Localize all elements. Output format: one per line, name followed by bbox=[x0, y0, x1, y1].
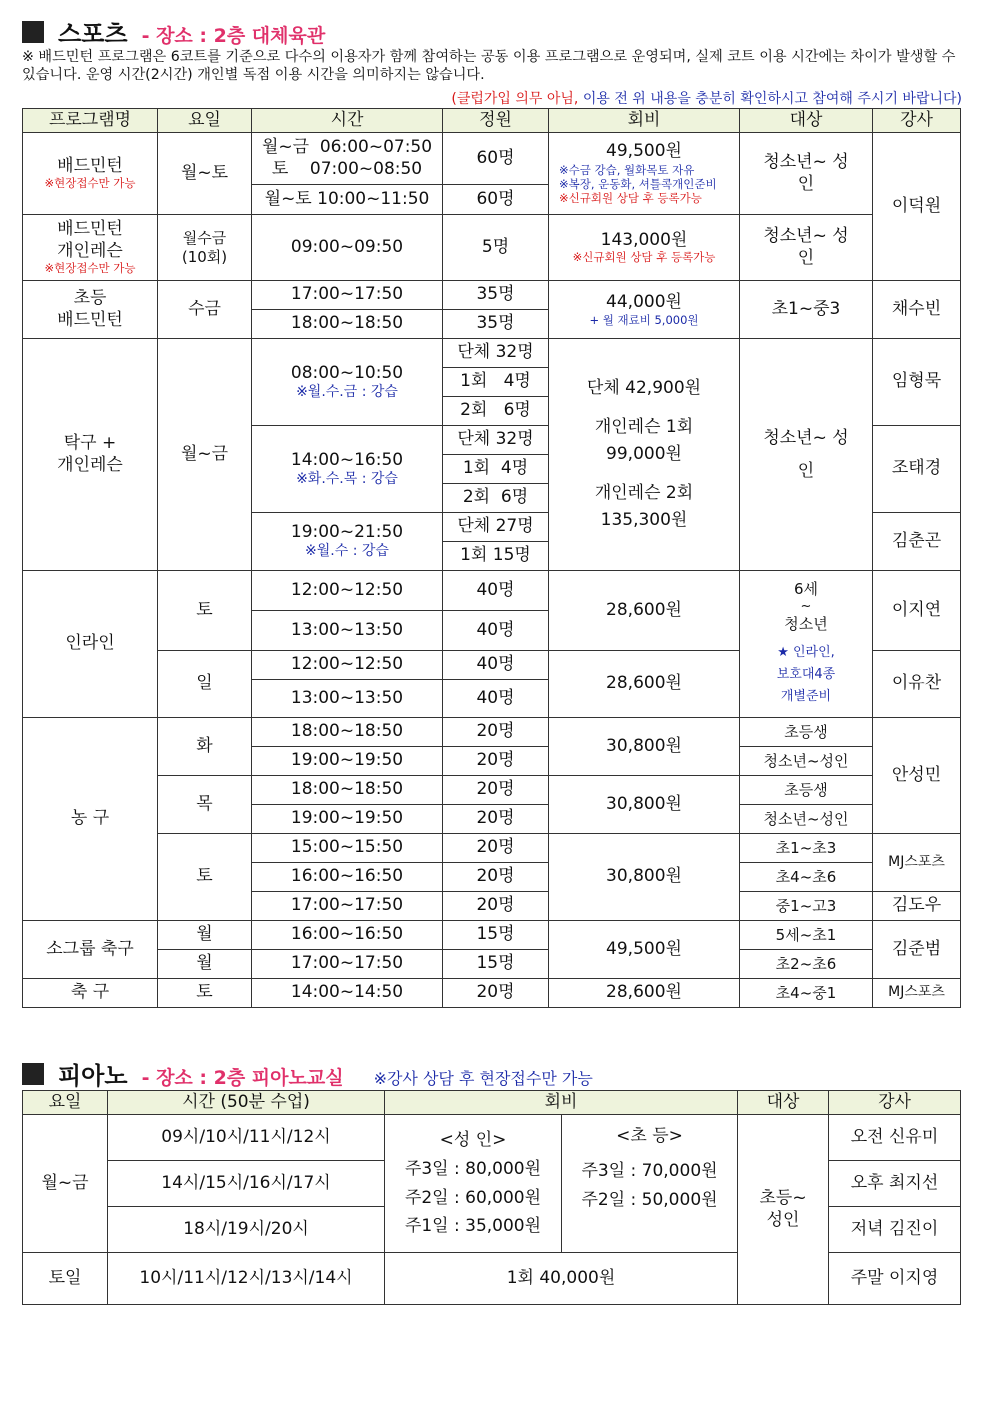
table-row bbox=[23, 834, 961, 863]
piano-elem-fee: 주2일 : 50,000원 bbox=[581, 1189, 718, 1210]
tt-fee3: 99,000원 bbox=[606, 443, 682, 464]
elem-badminton-time2: 18:00~18:50 bbox=[252, 310, 443, 339]
soccer-instructor: MJ스포츠 bbox=[873, 979, 961, 1008]
piano-adult-fee-cell bbox=[385, 1115, 562, 1253]
badminton-lesson-days2: (10회) bbox=[181, 247, 228, 266]
piano-location: - 장소 : 2층 피아노교실 bbox=[141, 1067, 344, 1089]
table-tennis-time1-cell bbox=[252, 339, 443, 426]
tt-cap: 단체 32명 bbox=[443, 339, 549, 368]
table-row bbox=[23, 979, 961, 1008]
elem-badminton-cap2: 35명 bbox=[443, 310, 549, 339]
basketball-time: 18:00~18:50 bbox=[252, 718, 443, 747]
inline-day-sun: 일 bbox=[158, 651, 252, 718]
badminton-days: 월~토 bbox=[158, 133, 252, 215]
sports-title: 스포츠 bbox=[58, 20, 128, 48]
badminton-name-cell bbox=[23, 133, 158, 215]
piano-table bbox=[22, 1090, 961, 1305]
badminton-lesson-days bbox=[158, 215, 252, 281]
tt-instructor-2: 조태경 bbox=[873, 426, 961, 513]
inline-fee-sat: 28,600원 bbox=[549, 571, 740, 651]
badminton-cap1: 60명 bbox=[443, 133, 549, 185]
badminton-lesson-fee-cell bbox=[549, 215, 740, 281]
piano-adult-fee: 주2일 : 60,000원 bbox=[404, 1187, 542, 1208]
table-row bbox=[23, 718, 961, 747]
piano-header-time: 시간 (50분 수업) bbox=[108, 1091, 385, 1115]
soccer-day: 토 bbox=[158, 979, 252, 1008]
basketball-time: 19:00~19:50 bbox=[252, 747, 443, 776]
badminton-name: 배드민턴 bbox=[57, 155, 123, 176]
badminton-lesson-days1: 월수금 bbox=[182, 228, 227, 247]
piano-weekend-fee: 1회 40,000원 bbox=[385, 1253, 738, 1305]
small-soccer-target: 5세~초1 bbox=[740, 921, 873, 950]
basketball-time: 17:00~17:50 bbox=[252, 892, 443, 921]
tt-instructor-3: 김춘곤 bbox=[873, 513, 961, 571]
table-row bbox=[23, 571, 961, 611]
table-tennis-days: 월~금 bbox=[158, 339, 252, 571]
soccer-time: 14:00~14:50 bbox=[252, 979, 443, 1008]
tt-fee1: 단체 42,900원 bbox=[586, 377, 702, 398]
piano-weekend: 토일 bbox=[23, 1253, 108, 1305]
elem-badminton-name-cell bbox=[23, 281, 158, 339]
basketball-target: 중1~고3 bbox=[740, 892, 873, 921]
piano-section-title bbox=[22, 1056, 593, 1091]
basketball-instructor-1: 안성민 bbox=[873, 718, 961, 834]
table-row bbox=[23, 776, 961, 805]
table-tennis-name-cell bbox=[23, 339, 158, 571]
piano-instructor: 주말 이지영 bbox=[829, 1253, 961, 1305]
elem-badminton-instructor: 채수빈 bbox=[873, 281, 961, 339]
tt-cap: 1회 4명 bbox=[443, 455, 549, 484]
header-time: 시간 bbox=[252, 109, 443, 133]
header-fee: 회비 bbox=[549, 109, 740, 133]
table-row bbox=[23, 339, 961, 368]
elem-badminton-fee-cell bbox=[549, 281, 740, 339]
small-soccer-day: 월 bbox=[158, 950, 252, 979]
badminton-instructor: 이덕원 bbox=[873, 133, 961, 281]
tt-fee2: 개인레슨 1회 bbox=[594, 416, 694, 437]
table-tennis-time2: 14:00~16:50 bbox=[290, 449, 404, 470]
basketball-instructor-3: 김도우 bbox=[873, 892, 961, 921]
inline-name: 인라인 bbox=[23, 571, 158, 718]
inline-target3: 청소년 bbox=[784, 614, 828, 633]
basketball-time: 15:00~15:50 bbox=[252, 834, 443, 863]
basketball-target: 청소년~성인 bbox=[740, 747, 873, 776]
badminton-notice: ※ 배드민턴 프로그램은 6코트를 기준으로 다수의 이용자가 함께 참여하는 공동 이용 프로그램으로 운영되며, 실제 코트 이용 시간에는 차이가 발생할 수 있습니다. 운영 시간(2시간) 개인별 독점 이용 시간을 의미하지는 않습니다. bbox=[22, 49, 956, 83]
basketball-target: 초등생 bbox=[740, 776, 873, 805]
badminton-cap2: 60명 bbox=[443, 185, 549, 215]
piano-target: 초등~ 성인 bbox=[738, 1115, 829, 1305]
inline-target-note3: 개별준비 bbox=[780, 688, 832, 704]
inline-fee-sun: 28,600원 bbox=[549, 651, 740, 718]
basketball-cap: 20명 bbox=[443, 834, 549, 863]
basketball-fee-tue: 30,800원 bbox=[549, 718, 740, 776]
elem-badminton-name2: 배드민턴 bbox=[57, 309, 123, 330]
soccer-fee: 28,600원 bbox=[549, 979, 740, 1008]
basketball-instructor-2: MJ스포츠 bbox=[873, 834, 961, 892]
table-tennis-name1: 탁구 + bbox=[63, 433, 117, 454]
table-tennis-name2: 개인레슨 bbox=[57, 454, 123, 475]
tt-cap: 1회 15명 bbox=[443, 542, 549, 571]
inline-target-cell bbox=[740, 571, 873, 718]
badminton-fee-cell bbox=[549, 133, 740, 215]
elem-badminton-name1: 초등 bbox=[73, 288, 107, 309]
elem-badminton-days: 수금 bbox=[158, 281, 252, 339]
soccer-target: 초4~중1 bbox=[740, 979, 873, 1008]
badminton-fee: 49,500원 bbox=[606, 141, 682, 162]
piano-adult-fee: 주1일 : 35,000원 bbox=[404, 1216, 542, 1237]
piano-header-instructor: 강사 bbox=[829, 1091, 961, 1115]
table-tennis-time1: 08:00~10:50 bbox=[290, 362, 404, 383]
inline-instructor-2: 이유찬 bbox=[873, 651, 961, 718]
table-row bbox=[23, 1115, 961, 1161]
badminton-time1b: 토 07:00~08:50 bbox=[271, 158, 423, 179]
piano-time: 09시/10시/11시/12시 bbox=[108, 1115, 385, 1161]
piano-elem-fee-cell bbox=[562, 1115, 738, 1253]
piano-weekend-times: 10시/11시/12시/13시/14시 bbox=[108, 1253, 385, 1305]
header-instructor: 강사 bbox=[873, 109, 961, 133]
tt-cap: 1회 4명 bbox=[443, 368, 549, 397]
badminton-time1 bbox=[252, 133, 443, 185]
basketball-cap: 20명 bbox=[443, 718, 549, 747]
small-soccer-fee: 49,500원 bbox=[549, 921, 740, 979]
piano-instructor: 오후 최지선 bbox=[829, 1161, 961, 1207]
onsite-only-note: ※현장접수만 가능 bbox=[44, 176, 136, 191]
inline-target1: 6세 bbox=[793, 579, 819, 598]
piano-instructor: 오전 신유미 bbox=[829, 1115, 961, 1161]
inline-day-sat: 토 bbox=[158, 571, 252, 651]
square-bullet-icon bbox=[22, 1063, 44, 1085]
piano-adult-label: <성 인> bbox=[439, 1129, 507, 1150]
piano-header-target: 대상 bbox=[738, 1091, 829, 1115]
basketball-cap: 20명 bbox=[443, 892, 549, 921]
basketball-cap: 20명 bbox=[443, 747, 549, 776]
small-soccer-cap: 15명 bbox=[443, 921, 549, 950]
table-row bbox=[23, 281, 961, 310]
table-row bbox=[23, 921, 961, 950]
tt-instructor-1: 임형묵 bbox=[873, 339, 961, 426]
table-tennis-time2-note: ※화.수.목 : 강습 bbox=[296, 470, 398, 487]
piano-header-day: 요일 bbox=[23, 1091, 108, 1115]
header-capacity: 정원 bbox=[443, 109, 549, 133]
soccer-name: 축 구 bbox=[23, 979, 158, 1008]
piano-time: 18시/19시/20시 bbox=[108, 1207, 385, 1253]
tt-cap: 2회 6명 bbox=[443, 397, 549, 426]
badminton-lesson-target: 청소년~ 성인 bbox=[740, 215, 873, 281]
tt-cap: 단체 27명 bbox=[443, 513, 549, 542]
piano-header-fee: 회비 bbox=[385, 1091, 738, 1115]
inline-time: 13:00~13:50 bbox=[252, 611, 443, 651]
inline-time: 12:00~12:50 bbox=[252, 651, 443, 680]
piano-elem-fee: 주3일 : 70,000원 bbox=[581, 1161, 718, 1182]
inline-cap: 40명 bbox=[443, 680, 549, 718]
badminton-target: 청소년~ 성인 bbox=[740, 133, 873, 215]
badminton-fee-note3: ※신규회원 상담 후 등록가능 bbox=[559, 191, 702, 206]
club-notice-red: (클럽가입 의무 아님, bbox=[451, 91, 579, 107]
table-tennis-target: 청소년~ 성인 bbox=[740, 339, 873, 571]
basketball-target: 초1~초3 bbox=[740, 834, 873, 863]
basketball-day-tue: 화 bbox=[158, 718, 252, 776]
badminton-fee-note2: ※복장, 운동화, 셔틀콕개인준비 bbox=[559, 176, 717, 191]
piano-title: 피아노 bbox=[58, 1062, 128, 1090]
sports-section-title bbox=[22, 14, 325, 49]
piano-elem-label: <초 등> bbox=[616, 1126, 683, 1147]
tt-cap: 단체 32명 bbox=[443, 426, 549, 455]
inline-instructor-1: 이지연 bbox=[873, 571, 961, 651]
piano-instructor: 저녁 김진이 bbox=[829, 1207, 961, 1253]
inline-time: 12:00~12:50 bbox=[252, 571, 443, 611]
soccer-cap: 20명 bbox=[443, 979, 549, 1008]
badminton-lesson-fee-note: ※신규회원 상담 후 등록가능 bbox=[572, 250, 716, 265]
header-target: 대상 bbox=[740, 109, 873, 133]
basketball-fee-thu: 30,800원 bbox=[549, 776, 740, 834]
basketball-target: 청소년~성인 bbox=[740, 805, 873, 834]
badminton-lesson-time: 09:00~09:50 bbox=[252, 215, 443, 281]
tt-cap: 2회 6명 bbox=[443, 484, 549, 513]
square-bullet-icon bbox=[22, 21, 44, 43]
small-soccer-name: 소그룹 축구 bbox=[23, 921, 158, 979]
small-soccer-target: 초2~초6 bbox=[740, 950, 873, 979]
badminton-lesson-name2: 개인레슨 bbox=[57, 240, 123, 261]
header-day: 요일 bbox=[158, 109, 252, 133]
small-soccer-cap: 15명 bbox=[443, 950, 549, 979]
tt-fee5: 135,300원 bbox=[600, 510, 688, 531]
badminton-time1a: 월~금 06:00~07:50 bbox=[261, 137, 433, 158]
basketball-cap: 20명 bbox=[443, 863, 549, 892]
basketball-target: 초4~초6 bbox=[740, 863, 873, 892]
badminton-time2: 월~토 10:00~11:50 bbox=[252, 185, 443, 215]
inline-target-note2: 보호대4종 bbox=[776, 666, 836, 682]
badminton-lesson-fee: 143,000원 bbox=[600, 229, 688, 250]
small-soccer-time: 17:00~17:50 bbox=[252, 950, 443, 979]
inline-cap: 40명 bbox=[443, 571, 549, 611]
basketball-cap: 20명 bbox=[443, 776, 549, 805]
piano-note: ※강사 상담 후 현장접수만 가능 bbox=[373, 1069, 593, 1088]
small-soccer-day: 월 bbox=[158, 921, 252, 950]
basketball-time: 19:00~19:50 bbox=[252, 805, 443, 834]
elem-badminton-target: 초1~중3 bbox=[740, 281, 873, 339]
basketball-day-thu: 목 bbox=[158, 776, 252, 834]
elem-badminton-fee: 44,000원 bbox=[606, 291, 682, 312]
sports-location: - 장소 : 2층 대체육관 bbox=[141, 25, 326, 47]
basketball-day-sat: 토 bbox=[158, 834, 252, 921]
club-notice bbox=[451, 88, 962, 108]
table-tennis-time3-cell bbox=[252, 513, 443, 571]
sports-table bbox=[22, 108, 961, 1008]
inline-target2: ~ bbox=[800, 598, 812, 614]
club-notice-blue: 이용 전 위 내용을 충분히 확인하시고 참여해 주시기 바랍니다) bbox=[578, 91, 962, 107]
table-tennis-time3-note: ※월.수 : 강습 bbox=[305, 543, 389, 560]
basketball-time: 18:00~18:50 bbox=[252, 776, 443, 805]
header-program: 프로그램명 bbox=[23, 109, 158, 133]
basketball-name: 농 구 bbox=[23, 718, 158, 921]
badminton-lesson-cap: 5명 bbox=[443, 215, 549, 281]
tt-fee4: 개인레슨 2회 bbox=[594, 483, 694, 504]
table-tennis-fee-cell bbox=[549, 339, 740, 571]
onsite-only-note: ※현장접수만 가능 bbox=[44, 260, 136, 275]
piano-weekday: 월~금 bbox=[23, 1115, 108, 1253]
piano-time: 14시/15시/16시/17시 bbox=[108, 1161, 385, 1207]
table-row bbox=[23, 215, 961, 281]
basketball-fee-sat: 30,800원 bbox=[549, 834, 740, 921]
small-soccer-instructor: 김준범 bbox=[873, 921, 961, 979]
badminton-lesson-name1: 배드민턴 bbox=[57, 219, 123, 240]
elem-badminton-time1: 17:00~17:50 bbox=[252, 281, 443, 310]
elem-badminton-cap1: 35명 bbox=[443, 281, 549, 310]
basketball-target: 초등생 bbox=[740, 718, 873, 747]
badminton-fee-note1: ※수금 강습, 월화목토 자유 bbox=[559, 162, 695, 177]
table-tennis-time1-note: ※월.수.금 : 강습 bbox=[296, 383, 398, 400]
basketball-cap: 20명 bbox=[443, 805, 549, 834]
badminton-lesson-name-cell bbox=[23, 215, 158, 281]
small-soccer-time: 16:00~16:50 bbox=[252, 921, 443, 950]
inline-time: 13:00~13:50 bbox=[252, 680, 443, 718]
elem-badminton-fee-note: + 월 재료비 5,000원 bbox=[589, 312, 699, 327]
table-row bbox=[23, 950, 961, 979]
table-row bbox=[23, 133, 961, 185]
table-tennis-time2-cell bbox=[252, 426, 443, 513]
inline-target-note1: ★ 인라인, bbox=[777, 644, 835, 660]
piano-adult-fee: 주3일 : 80,000원 bbox=[404, 1158, 542, 1179]
inline-cap: 40명 bbox=[443, 651, 549, 680]
table-tennis-time3: 19:00~21:50 bbox=[290, 522, 404, 543]
inline-cap: 40명 bbox=[443, 611, 549, 651]
basketball-time: 16:00~16:50 bbox=[252, 863, 443, 892]
